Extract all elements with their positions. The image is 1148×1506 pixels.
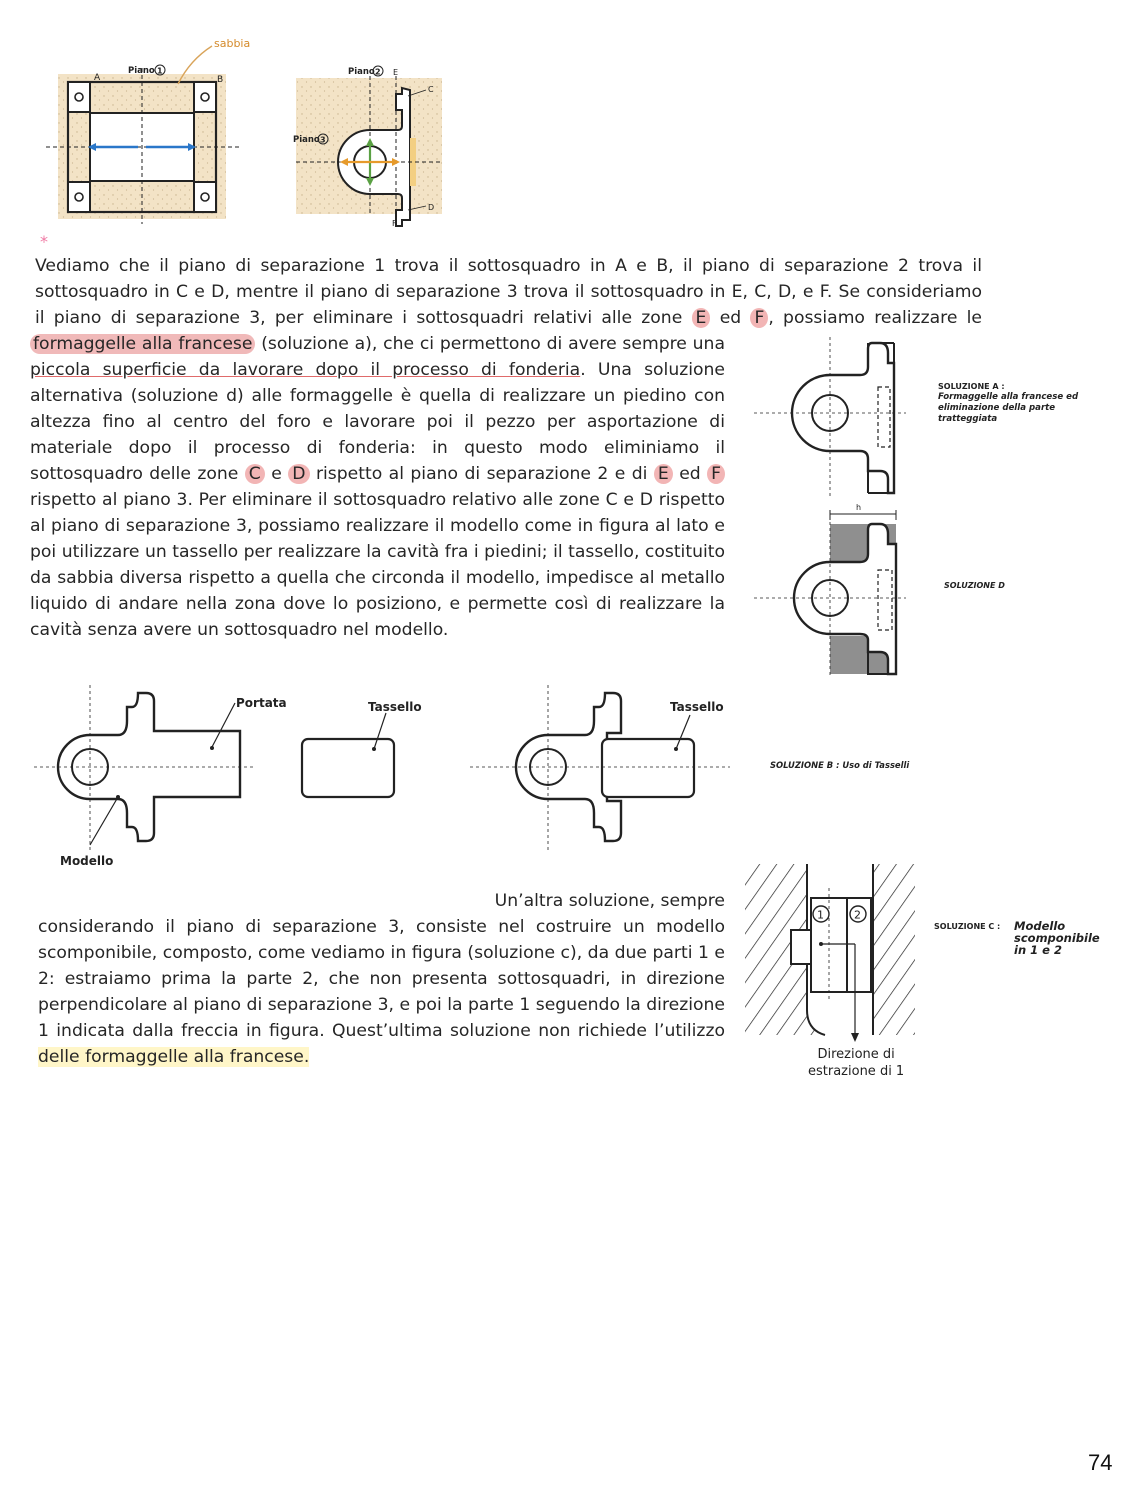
modello-label: Modello [60, 854, 114, 868]
sol-a-title: SOLUZIONE A : [938, 382, 1005, 391]
p2-line-12: cavità senza avere un sottosquadro nel modello. [30, 620, 449, 640]
figure-solution-a [750, 335, 910, 500]
sol-c-line-1: Modello [1014, 919, 1066, 933]
p2-line-6: sottosquadro delle zone C e D rispetto al piano di separazione 2 e di E ed F [30, 461, 725, 487]
p2-line-9: poi utilizzare un tassello per realizzare la cavità fra i piedini; il tassello, costituito [30, 542, 725, 562]
piano-1-label: Piano [128, 66, 155, 76]
sol-a-note [938, 381, 1078, 425]
sol-c-note [934, 919, 1100, 957]
sabbia-label: sabbia [214, 37, 251, 50]
sol-c-part-1: 1 [817, 908, 824, 922]
p3-line-1: Un’altra soluzione, sempre [494, 891, 725, 911]
sol-b-caption: SOLUZIONE B : Uso di Tasselli [770, 760, 910, 770]
modello-drawing [34, 685, 256, 850]
paragraph-2 [30, 331, 725, 643]
sol-c-direction [808, 1046, 904, 1080]
p2-line-1: formaggelle alla francese (soluzione a), che ci permettono di avere sempre una [30, 331, 725, 357]
p3-line-5: perpendicolare al piano di separazione 3, e poi la parte 1 seguendo la direzione [38, 995, 725, 1015]
tassello-label-2: Tassello [670, 700, 724, 714]
tassello-label-1: Tassello [368, 700, 422, 714]
page-number: 74 [1088, 1450, 1113, 1475]
tassello-drawing [302, 713, 394, 797]
asterisk-mark: * [40, 232, 48, 251]
p2-line-5: materiale dopo il processo di fonderia: in questo modo eliminiamo il [30, 438, 725, 458]
sol-a-line-2: eliminazione della parte [938, 403, 1056, 413]
piano-2-num: 2 [375, 67, 381, 77]
p1-line-3: il piano di separazione 3, per eliminare i sottosquadri relativi alle zone E ed F , possiamo realizzare le [35, 308, 982, 328]
p2-line-3: alternativa (soluzione d) alle formaggelle è quella di realizzare un piedino con [30, 386, 725, 406]
figure-plane-2-3 [296, 76, 442, 226]
piano-2-label: Piano [348, 67, 375, 77]
sol-c-part-2: 2 [854, 908, 861, 922]
sol-c-dir-line-2: estrazione di 1 [808, 1064, 905, 1079]
sol-c-line-2: scomponibile [1014, 931, 1100, 945]
p1-line-1: Vediamo che il piano di separazione 1 trova il sottosquadro in A e B, il piano di separazione 2 trova il [35, 256, 982, 276]
sol-c-line-3: in 1 e 2 [1014, 943, 1062, 957]
p1-line-2: sottosquadro in C e D, mentre il piano di separazione 3 trova il sottosquadro in E, C, D, e F. Se consideriamo [35, 282, 982, 302]
label-B: B [217, 75, 224, 85]
sol-c-title: SOLUZIONE C : [934, 922, 1001, 931]
top-figures [30, 30, 510, 230]
p3-line-2: considerando il piano di separazione 3, consiste nel costruire un modello [38, 917, 725, 937]
sol-a-line-3: tratteggiata [938, 414, 998, 424]
p2-line-4: altezza fino al centro del foro e lavorare poi il pezzo per asportazione di [30, 412, 725, 432]
p3-line-4: 2: estraiamo prima la parte 2, che non presenta sottosquadri, in direzione [38, 969, 725, 989]
paragraph-1 [35, 253, 982, 331]
p3-line-7: delle formaggelle alla francese. [38, 1047, 310, 1067]
sol-a-line-1: Formaggelle alla francese ed [938, 392, 1079, 402]
label-E: E [393, 68, 399, 77]
p2-line-2: piccola superficie da lavorare dopo il processo di fonderia. Una soluzione [30, 360, 725, 380]
p2-line-10: da sabbia diversa rispetto a quella che circonda il modello, impedisce al metallo [30, 568, 725, 588]
sol-c-dir-line-1: Direzione di [817, 1047, 895, 1062]
sol-d-label: SOLUZIONE D [944, 581, 1005, 590]
p2-line-11: liquido di andare nella zona dove lo posiziono, e permette così di realizzare la [30, 594, 725, 614]
piano-1-num: 1 [157, 66, 163, 76]
piano-3-label: Piano [293, 135, 320, 145]
label-C: C [428, 85, 434, 94]
label-F: F [392, 219, 397, 228]
figure-solution-d [750, 500, 910, 680]
p3-line-6: 1 indicata dalla freccia in figura. Quest’ultima soluzione non richiede l’utilizzo [38, 1021, 725, 1041]
sol-d-dim: h [856, 503, 862, 512]
label-A: A [94, 73, 101, 83]
figure-solution-b [30, 685, 740, 875]
label-D: D [428, 203, 435, 212]
p2-line-8: al piano di separazione 3, possiamo realizzare il modello come in figura al lato e [30, 516, 725, 536]
portata-label: Portata [236, 696, 287, 710]
p2-line-7: rispetto al piano 3. Per eliminare il sottosquadro relativo alle zone C e D rispetto [30, 490, 725, 510]
sol-c-note-lines [1014, 920, 1124, 956]
p3-line-3: scomponibile, composto, come vediamo in figura (soluzione c), da due parti 1 e [38, 943, 725, 963]
paragraph-3 [38, 888, 725, 1070]
piano-3-num: 3 [320, 135, 326, 145]
